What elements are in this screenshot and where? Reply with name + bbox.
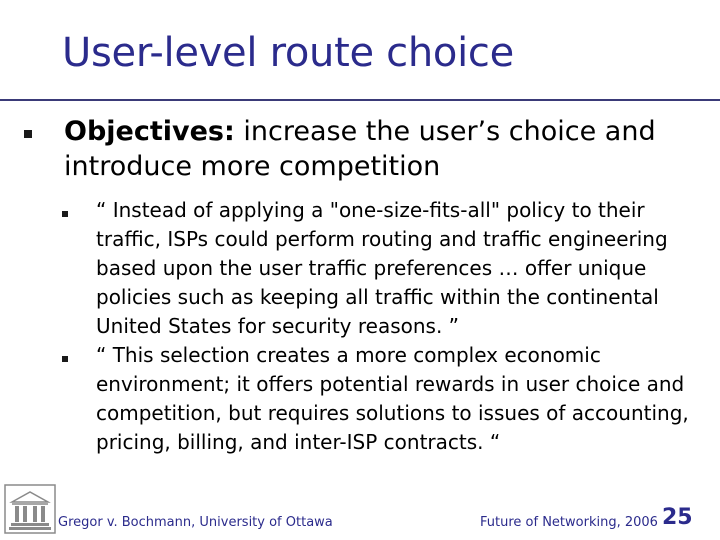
objective-text: increase the user’s choice and introduce more competition: [64, 116, 656, 182]
page-number: 25: [662, 505, 693, 530]
quote-paragraph-2: “ This selection creates a more complex economic environment; it offers potential rewards in user choice and competition, but requires solutions to issues of accounting, pricing, billing, and inter-ISP contracts. “: [96, 343, 689, 454]
square-bullet-icon: [62, 356, 68, 362]
quote-paragraph-1: “ Instead of applying a "one-size-fits-all" policy to their traffic, ISPs could perform routing and traffic engineering based upon the user traffic preferences … offer unique policies such as keeping all traffic within the continental United States for security reasons. ”: [96, 198, 668, 338]
footer-course: Future of Networking, 2006: [480, 515, 658, 530]
square-bullet-icon: [24, 130, 32, 138]
objective-label: Objectives:: [64, 116, 235, 147]
objective-paragraph: [64, 114, 704, 184]
square-bullet-icon: [62, 211, 68, 217]
building-logo-icon: [4, 484, 56, 534]
title-divider: [0, 99, 720, 101]
slide-title: User-level route choice: [62, 30, 514, 76]
footer-author: Gregor v. Bochmann, University of Ottawa: [58, 515, 333, 530]
